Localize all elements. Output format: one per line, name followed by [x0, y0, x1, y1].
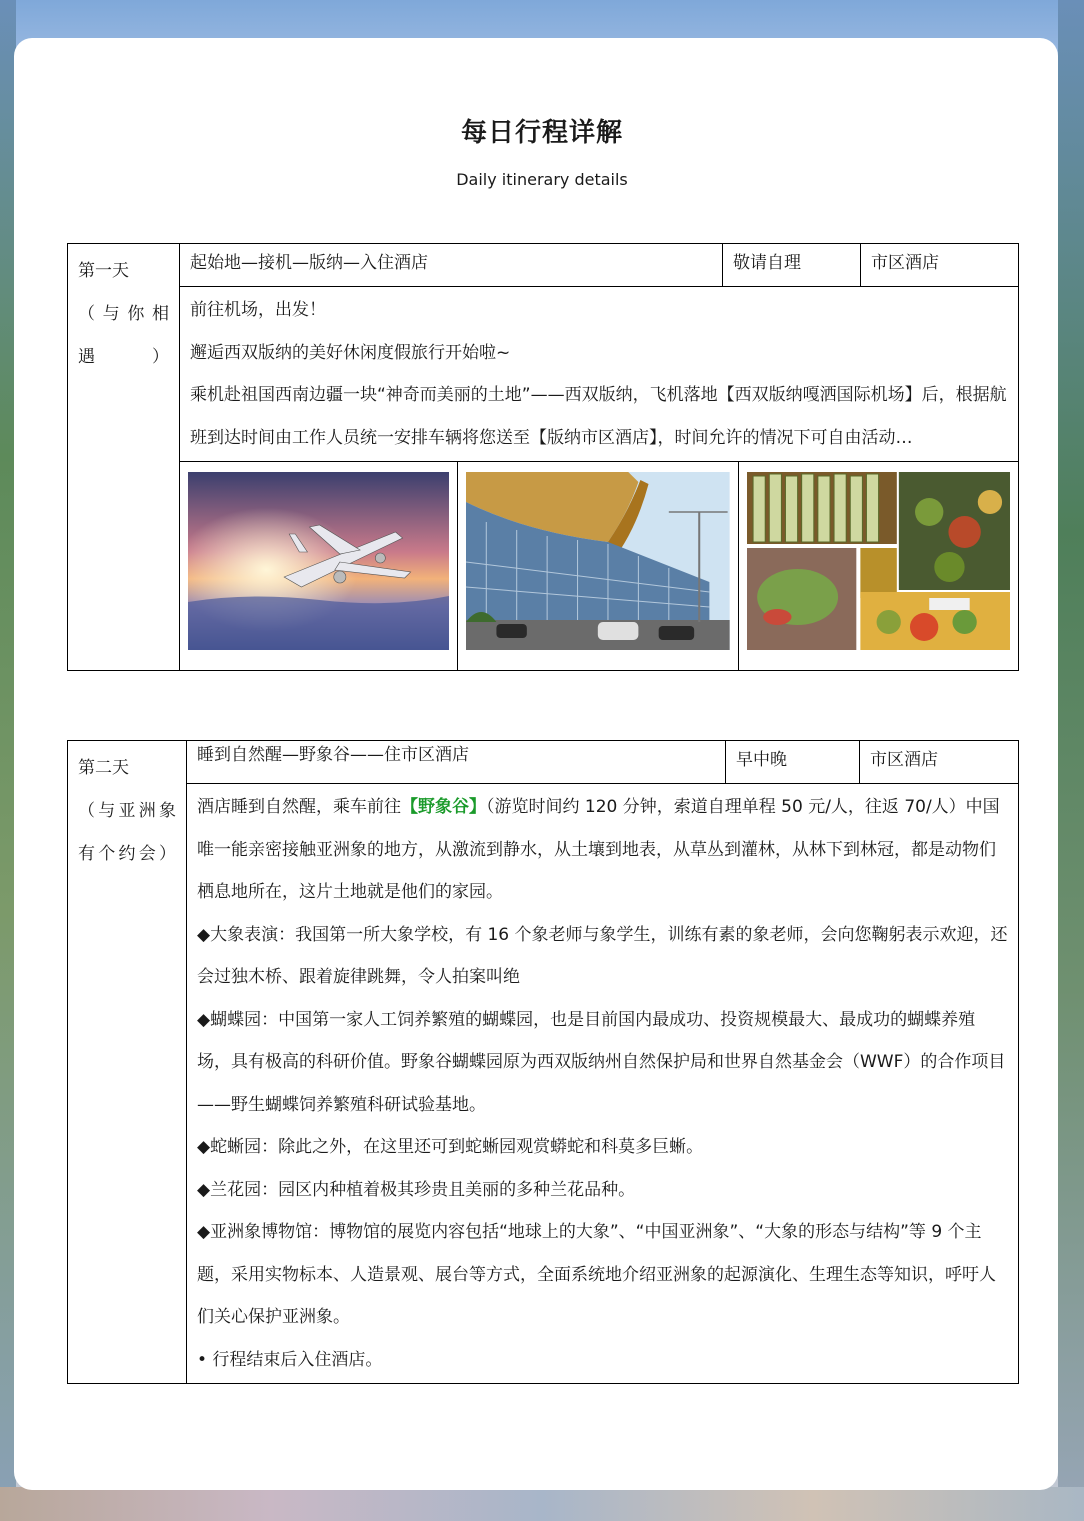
local-food-photo — [738, 462, 1018, 670]
day2-meals: 早中晚 — [726, 741, 860, 784]
day1-line: 邂逅西双版纳的美好休闲度假旅行开始啦~ — [190, 342, 511, 363]
day2-item: ◆大象表演：我国第一所大象学校，有 16 个象老师与象学生，训练有素的象老师，会向您鞠躬表示欢迎，还会过独木桥、跟着旋律跳舞，令人拍案叫绝 — [197, 924, 1008, 987]
day1-label-cell — [68, 244, 180, 671]
day2-hotel: 市区酒店 — [860, 741, 1019, 784]
day2-route: 睡到自然醒—野象谷——住市区酒店 — [187, 741, 726, 784]
day2-item: ◆蝴蝶园：中国第一家人工饲养繁殖的蝴蝶园，也是目前国内最成功、投资规模最大、最成功的蝴蝶养殖场，具有极高的科研价值。野象谷蝴蝶园原为西双版纳州自然保护局和世界自然基金会（WWF）的合作项目——野生蝴蝶饲养繁殖科研试验基地。 — [197, 1009, 1006, 1115]
day2-intro — [197, 786, 1008, 914]
day2-description — [187, 784, 1019, 1384]
day1-route: 起始地—接机—版纳—入住酒店 — [180, 244, 723, 287]
background-bottom — [0, 1487, 1084, 1521]
day1-table — [67, 243, 1019, 671]
day2-item: ◆亚洲象博物馆：博物馆的展览内容包括“地球上的大象”、“中国亚洲象”、“大象的形态与结构”等 9 个主题，采用实物标本、人造景观、展台等方式，全面系统地介绍亚洲象的起源演化、生理生态等知识，呼吁人们关心保护亚洲象。 — [197, 1222, 996, 1327]
page-subtitle: Daily itinerary details — [456, 170, 628, 189]
airport-terminal-photo — [458, 462, 739, 670]
day2-table — [67, 740, 1019, 1384]
day1-hotel: 市区酒店 — [861, 244, 1019, 287]
day2-intro-text: 酒店睡到自然醒，乘车前往 — [197, 797, 401, 817]
page-title: 每日行程详解 — [460, 118, 623, 148]
day2-item: • 行程结束后入住酒店。 — [197, 1349, 383, 1370]
day1-description — [180, 287, 1019, 462]
day1-photos-cell — [180, 462, 1019, 671]
day1-day: 第一天 — [78, 261, 129, 281]
day2-theme: （与亚洲象有个约会） — [78, 801, 176, 864]
day1-line: 前往机场，出发！ — [190, 300, 326, 320]
day1-meals: 敬请自理 — [723, 244, 861, 287]
day2-item: ◆蛇蜥园：除此之外，在这里还可到蛇蜥园观赏蟒蛇和科莫多巨蜥。 — [197, 1137, 704, 1157]
airplane-photo — [180, 462, 458, 670]
day2-day: 第二天 — [78, 758, 129, 778]
day1-theme: （与你相遇） — [78, 304, 169, 367]
background-right — [1058, 0, 1084, 1521]
day2-item: ◆兰花园：园区内种植着极其珍贵且美丽的多种兰花品种。 — [197, 1179, 636, 1200]
day1-line: 乘机赴祖国西南边疆一块“神奇而美丽的土地”——西双版纳，飞机落地【西双版纳嘎洒国际机场】后，根据航班到达时间由工作人员统一安排车辆将您送至【版纳市区酒店】，时间允许的情况下可自由活动… — [190, 385, 1007, 448]
wild-elephant-valley-highlight: 【野象谷】 — [401, 797, 486, 817]
day2-label-cell — [68, 741, 187, 1384]
day2-intro-text-continued: （游览时间约 120 分钟，索道自理单程 50 元/人，往返 70/人）中国唯一能亲密接触亚洲象的地方，从激流到静水，从土壤到地表，从草丛到灌林，从林下到林冠，都是动物们栖息地所在，这片土地就是他们的家园。 — [197, 797, 1000, 902]
